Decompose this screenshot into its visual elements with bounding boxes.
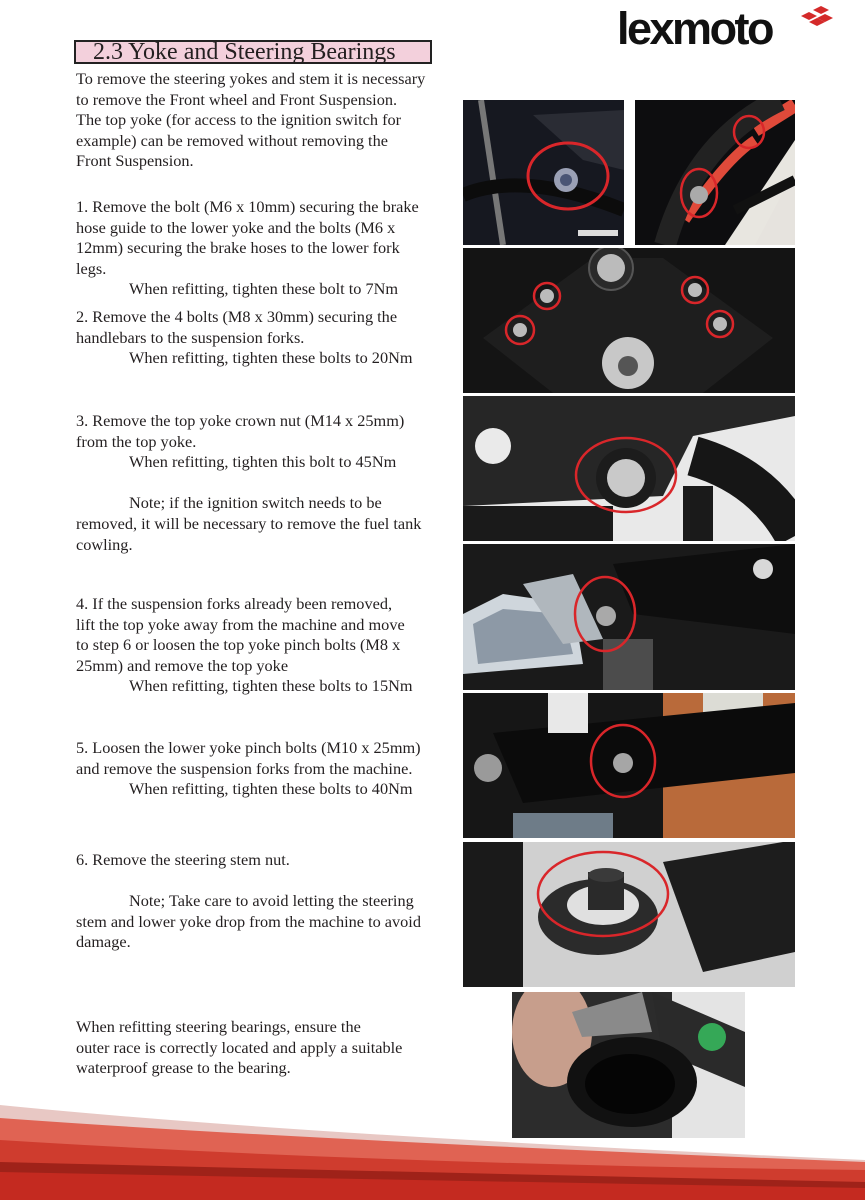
section-title: 2.3 Yoke and Steering Bearings <box>93 39 396 65</box>
step-4 <box>76 594 456 697</box>
step-line: from the top yoke. <box>76 431 197 451</box>
photo-brake-hose-fork-bolts <box>635 100 795 245</box>
step-line: to step 6 or loosen the top yoke pinch bolts (M8 x <box>76 635 401 655</box>
note-line: outer race is correctly located and apply a suitable <box>76 1037 403 1057</box>
photo-steering-stem-nut <box>463 842 795 987</box>
logo-wordmark: lexmoto <box>617 3 773 54</box>
intro-line: The top yoke (for access to the ignition switch for <box>76 110 402 130</box>
torque-note: When refitting, tighten these bolts to 40Nm <box>129 779 413 799</box>
note-line: cowling. <box>76 534 133 554</box>
step-line: hose guide to the lower yoke and the bolts (M6 x <box>76 217 396 237</box>
step-1 <box>76 197 456 300</box>
torque-note: When refitting, tighten these bolts to 20Nm <box>129 348 413 368</box>
intro-paragraph <box>76 69 456 172</box>
step-3 <box>76 411 456 555</box>
step-line: 1. Remove the bolt (M6 x 10mm) securing the brake <box>76 197 419 216</box>
step-line: 2. Remove the 4 bolts (M8 x 30mm) securing the <box>76 307 398 326</box>
photo-crown-nut <box>463 396 795 541</box>
step-line: handlebars to the suspension forks. <box>76 327 305 347</box>
step-line: 6. Remove the steering stem nut. <box>76 850 290 869</box>
step-6 <box>76 850 456 953</box>
photo-lower-yoke-pinch-bolt <box>463 693 795 838</box>
step-line: 3. Remove the top yoke crown nut (M14 x 25mm) <box>76 411 405 430</box>
note-line: Note; if the ignition switch needs to be <box>129 493 382 513</box>
section-title-box <box>74 40 432 64</box>
bearing-note <box>76 1017 456 1079</box>
step-line: legs. <box>76 258 107 278</box>
step-line: 25mm) and remove the top yoke <box>76 655 289 675</box>
intro-line: to remove the Front wheel and Front Suspension. <box>76 89 398 109</box>
note-line: stem and lower yoke drop from the machine to avoid <box>76 911 421 931</box>
note-line: waterproof grease to the bearing. <box>76 1058 291 1078</box>
step-5 <box>76 738 456 800</box>
photo-top-yoke-pinch-bolt <box>463 544 795 690</box>
torque-note: When refitting, tighten these bolts to 15Nm <box>129 676 413 696</box>
lexmoto-logo <box>617 3 832 54</box>
photo-brake-hose-guide-bolt <box>463 100 624 245</box>
note-line: damage. <box>76 932 131 952</box>
note-line: When refitting steering bearings, ensure the <box>76 1017 361 1036</box>
note-line: removed, it will be necessary to remove the fuel tank <box>76 513 422 533</box>
step-line: 5. Loosen the lower yoke pinch bolts (M10 x 25mm) <box>76 738 421 757</box>
note-line: Note; Take care to avoid letting the steering <box>129 891 414 911</box>
torque-note: When refitting, tighten these bolt to 7Nm <box>129 279 399 299</box>
intro-line: To remove the steering yokes and stem it is necessary <box>76 69 426 88</box>
footer-swoosh-decoration <box>0 1080 865 1200</box>
photo-handlebar-bolts <box>463 248 795 393</box>
step-line: 4. If the suspension forks already been removed, <box>76 594 393 613</box>
intro-line: Front Suspension. <box>76 151 194 171</box>
step-line: and remove the suspension forks from the machine. <box>76 758 413 778</box>
torque-note: When refitting, tighten this bolt to 45Nm <box>129 452 397 472</box>
step-2 <box>76 307 456 369</box>
step-line: lift the top yoke away from the machine and move <box>76 614 405 634</box>
logo-diamonds-icon <box>787 6 835 28</box>
step-line: 12mm) securing the brake hoses to the lower fork <box>76 238 400 258</box>
intro-line: example) can be removed without removing the <box>76 130 388 150</box>
